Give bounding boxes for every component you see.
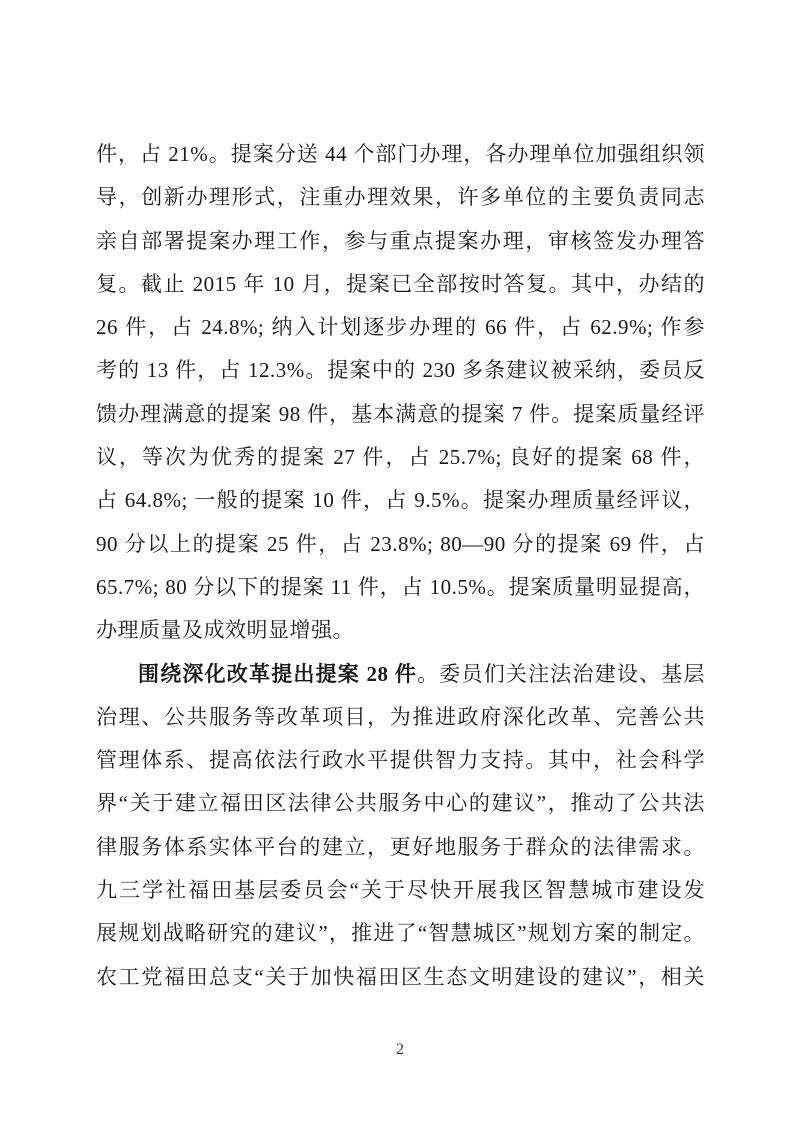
text-line: 展规划战略研究的建议”，推进了“智慧城区”规划方案的制定。 (96, 921, 705, 946)
text-line: 占 64.8%; 一般的提案 10 件，占 9.5%。提案办理质量经评议， (96, 488, 705, 513)
text-line: 办理质量及成效明显增强。 (96, 618, 354, 643)
paragraph-lead-bold: 围绕深化改革提出提案 28 件 (138, 661, 418, 686)
text-line-with-lead (96, 653, 705, 696)
paragraph-proposal-handling (96, 133, 705, 653)
text-line: 考的 13 件，占 12.3%。提案中的 230 多条建议被采纳，委员反 (96, 358, 705, 383)
text-line: 农工党福田总支“关于加快福田区生态文明建设的建议”，相关 (96, 964, 705, 989)
text-line: 复。截止 2015 年 10 月，提案已全部按时答复。其中，办结的 (96, 271, 705, 296)
text-line: 管理体系、提高依法行政水平提供智力支持。其中，社会科学 (96, 748, 705, 773)
text-line: 馈办理满意的提案 98 件，基本满意的提案 7 件。提案质量经评 (96, 401, 705, 426)
text-line: 九三学社福田基层委员会“关于尽快开展我区智慧城市建设发 (96, 878, 705, 903)
text-line: 65.7%; 80 分以下的提案 11 件，占 10.5%。提案质量明显提高， (96, 574, 705, 599)
page-number: 2 (396, 1041, 404, 1058)
text-line: 治理、公共服务等改革项目，为推进政府深化改革、完善公共 (96, 704, 705, 729)
text-line: 26 件，占 24.8%; 纳入计划逐步办理的 66 件，占 62.9%; 作参 (96, 315, 705, 340)
text-line: 亲自部署提案办理工作，参与重点提案办理，审核签发办理答 (96, 228, 705, 253)
text-line: 律服务体系实体平台的建立，更好地服务于群众的法律需求。 (96, 834, 705, 859)
text-line: 件，占 21%。提案分送 44 个部门办理，各办理单位加强组织领 (96, 142, 705, 166)
paragraph-reform-proposals (96, 653, 705, 999)
body-text (96, 133, 705, 999)
text-line: 议，等次为优秀的提案 27 件，占 25.7%; 良好的提案 68 件， (96, 445, 705, 470)
paragraph-lead-rest: 。委员们关注法治建设、基层 (417, 661, 705, 686)
text-line: 导，创新办理形式，注重办理效果，许多单位的主要负责同志 (96, 185, 705, 210)
text-line: 90 分以上的提案 25 件，占 23.8%; 80—90 分的提案 69 件，占 (96, 531, 705, 556)
text-line: 界“关于建立福田区法律公共服务中心的建议”，推动了公共法 (96, 791, 705, 816)
